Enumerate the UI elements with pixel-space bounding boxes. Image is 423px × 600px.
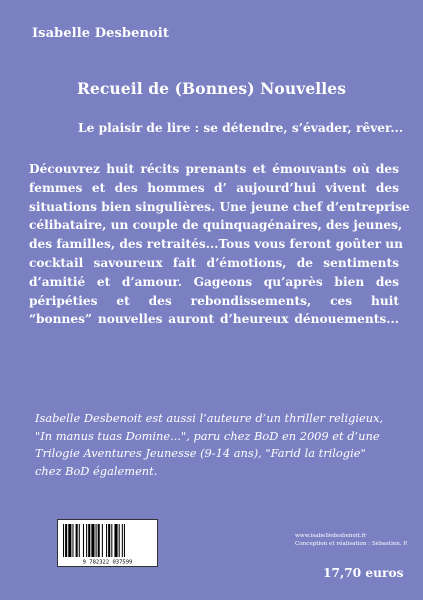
barcode-bar (122, 524, 123, 557)
book-blurb (29, 160, 410, 329)
author-bio-line: chez BoD également. (35, 463, 158, 478)
barcode-bar (68, 524, 71, 557)
isbn-barcode (57, 519, 158, 567)
book-tagline: Le plaisir de lire : se détendre, s’évader, rêver... (78, 121, 404, 135)
barcode-bar (111, 524, 112, 557)
barcode-bar (79, 524, 80, 557)
author-bio (35, 410, 395, 480)
blurb-line: “bonnes” nouvelles auront d’heureux dénouements... (29, 312, 399, 327)
barcode-bar (108, 524, 110, 557)
barcode-bar (63, 524, 64, 557)
blurb-line: cocktail savoureux fait d’émotions, de sentiments (29, 255, 399, 270)
barcode-bar (124, 524, 125, 557)
barcode-icon (58, 520, 157, 566)
barcode-bar (114, 524, 117, 557)
author-name: Isabelle Desbenoit (32, 26, 169, 41)
barcode-bar (83, 524, 84, 557)
author-website: www.isabelledesbenoit.fr (295, 533, 367, 539)
barcode-bar (88, 524, 90, 557)
blurb-line: Découvrez huit récits prenants et émouvants où des (29, 162, 399, 176)
blurb-line: des familles, des retraités...Tous vous feront goûter un (29, 237, 404, 252)
author-bio-line: "In manus tuas Domine...", paru chez BoD en 2009 et d’une (35, 428, 380, 443)
blurb-line: péripéties et des rebondissements, ces huit (29, 293, 399, 308)
isbn-number: 9 782322 037599 (82, 559, 133, 566)
design-credit: Conception et réalisation : Sébastien. P. (295, 540, 408, 547)
blurb-line: d’amitié et d’amour. Gageons qu’après bien des (29, 274, 399, 289)
blurb-line: situations bien singulières. Une jeune chef d’entreprise (29, 199, 410, 214)
author-bio-line: Trilogie Aventures Jeunesse (9-14 ans), "Farid la trilogie" (35, 446, 366, 460)
barcode-bar (106, 524, 107, 557)
barcode-bar (65, 524, 67, 557)
barcode-bar (91, 524, 94, 557)
book-price: 17,70 euros (323, 566, 404, 580)
author-bio-line: Isabelle Desbenoit est aussi l’auteure d’un thriller religieux, (35, 411, 384, 425)
barcode-bar (72, 524, 73, 557)
blurb-line: femmes et des hommes d’ aujourd’hui vivent des (29, 180, 399, 195)
barcode-bar (76, 524, 78, 557)
book-title: Recueil de (Bonnes) Nouvelles (76, 79, 347, 98)
barcode-bar (102, 524, 103, 557)
blurb-line: célibataire, un couple de quinquagénaires, des jeunes, (29, 218, 403, 233)
credits (295, 533, 408, 548)
barcode-bar (98, 524, 100, 557)
barcode-bar (119, 524, 120, 557)
barcode-bar (96, 524, 97, 557)
barcode-bar (86, 524, 87, 557)
